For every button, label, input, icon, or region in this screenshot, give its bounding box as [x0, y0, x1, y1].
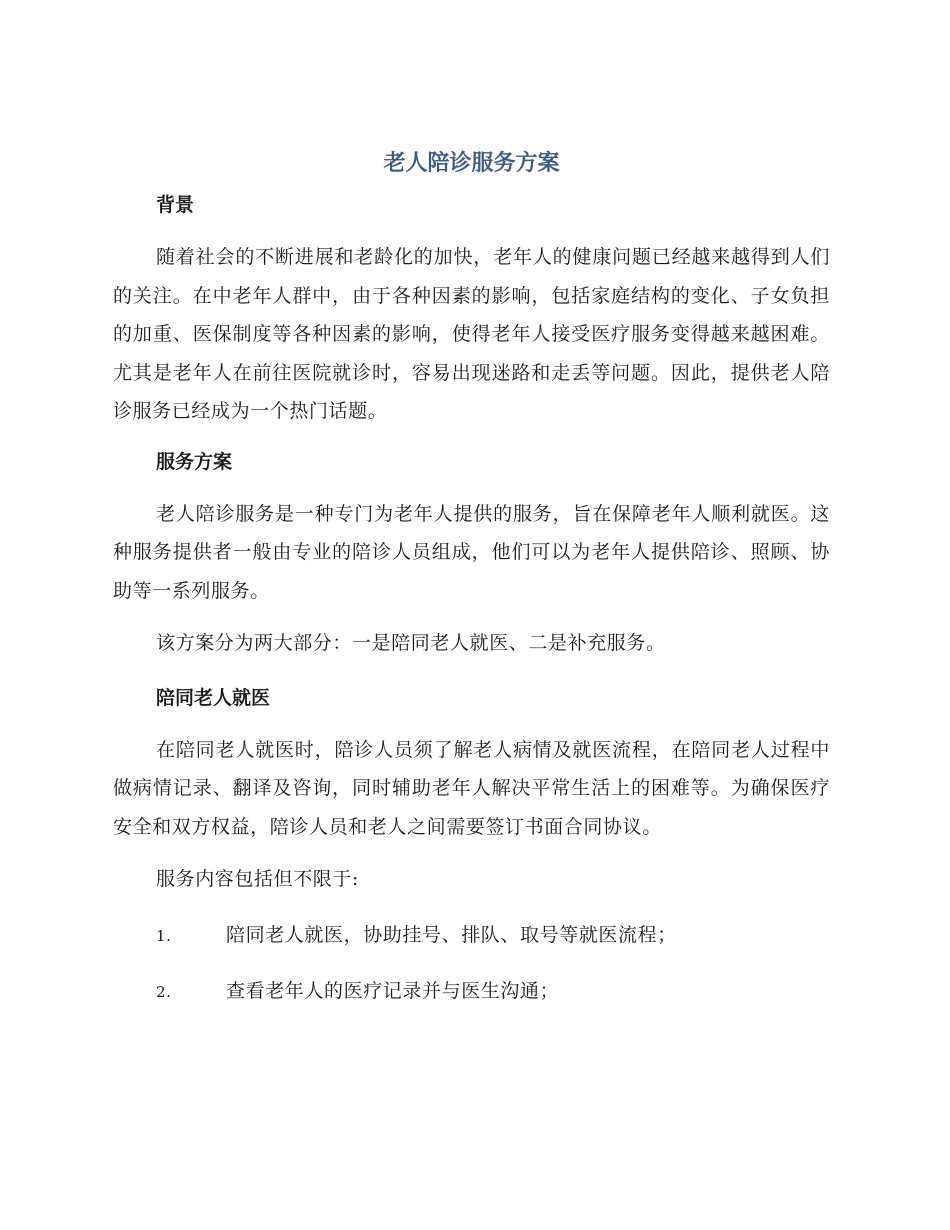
paragraph: 该方案分为两大部分：一是陪同老人就医、二是补充服务。: [156, 632, 666, 654]
list-item: [113, 972, 830, 1012]
list-item-text: 查看老年人的医疗记录并与医生沟通；: [226, 980, 560, 1002]
paragraph: 服务内容包括但不限于:: [156, 868, 360, 890]
section-service-plan: [113, 449, 830, 663]
section-heading-background: 背景: [156, 194, 195, 216]
list-item: [113, 916, 830, 956]
list-item-number: 2.: [156, 983, 172, 1001]
paragraph: 在陪同老人就医时，陪诊人员须了解老人病情及就医流程，在陪同老人过程中做病情记录、翻译及咨询，同时辅助老年人解决平常生活上的困难等。为确保医疗安全和双方权益，陪诊人员和老人之间需要签订书面合同协议。: [113, 738, 830, 838]
service-list: [113, 916, 830, 1012]
paragraph: 老人陪诊服务是一种专门为老年人提供的服务，旨在保障老年人顺利就医。这种服务提供者一般由专业的陪诊人员组成，他们可以为老年人提供陪诊、照顾、协助等一系列服务。: [113, 502, 830, 602]
list-item-text: 陪同老人就医，协助挂号、排队、取号等就医流程；: [226, 923, 677, 946]
section-heading-accompany: 陪同老人就医: [156, 686, 271, 709]
section-heading-service-plan: 服务方案: [156, 450, 233, 473]
section-accompany: [113, 685, 830, 1012]
document-title: 老人陪诊服务方案: [383, 151, 560, 176]
section-background: [113, 192, 830, 431]
list-item-number: 1.: [156, 926, 172, 945]
paragraph: 随着社会的不断进展和老龄化的加快，老年人的健康问题已经越来越得到人们的关注。在中老年人群中，由于各种因素的影响，包括家庭结构的变化、子女负担的加重、医保制度等各种因素的影响，使得老年人接受医疗服务变得越来越困难。尤其是老年人在前往医院就诊时，容易出现迷路和走丢等问题。因此，提供老人陪诊服务已经成为一个热门话题。: [113, 246, 830, 422]
